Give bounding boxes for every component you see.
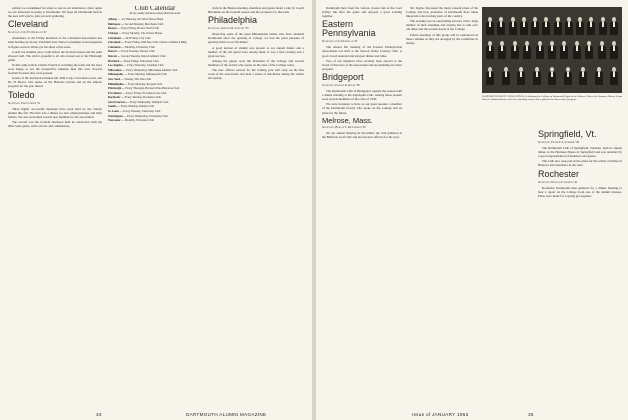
left-page [0,0,312,420]
paragraph: Future meetings of this group will be announced in these columns as they are arranged by the committee in charge. [406,32,478,45]
calendar-detail: Every Wednesday, University Club [127,113,168,118]
calendar-detail: Every Tuesday, Denver Club [121,49,155,54]
calendar-detail: Every Monday, Rainier Club [120,104,155,109]
person-figure [610,41,618,59]
photo-front-row [486,65,618,85]
calendar-city: Los Angeles — [108,63,128,68]
calendar-detail: 1st Thursday, De Witt Clinton Hotel [121,17,164,22]
group-photo [482,7,622,93]
photo-caption: DARTMOUTH NIGHT AT QUANTICO: Celebrating the College on Dartmouth Night in the Officers Club of the Quantico Marine Corps Schools. Dartmouth men who were attending courses there gathered for dinner and a program. [482,95,622,102]
section-heading-philadelphia: Philadelphia [208,15,258,26]
person-figure [531,17,539,35]
paragraph: Among the guests were the President of the College and several members of the faculty who spoke on the state of the College today. [208,58,304,67]
calendar-city: Seattle — [108,104,121,109]
paragraph: The second was the football luncheon held in connection with the Ohio State game, with a movie and commentary. [8,119,102,128]
paragraph: Two of our members have recently been elected to the board of directors of the association and are planning an active program. [322,58,402,71]
byline: Secretary, Fred Corner '51 [8,101,41,105]
right-col-2 [406,6,478,401]
section-heading-springfield: Springfield, Vt. [538,129,597,139]
right-col-3 [538,128,622,398]
calendar-city: Denver — [108,49,122,54]
person-figure [585,41,593,59]
section-heading-cleveland: Cleveland [8,19,49,30]
person-figure [554,17,562,35]
person-figure [579,67,587,85]
calendar-detail: Every Thursday, Harvard-Yale-Princeton Club [125,86,180,91]
byline: Secretary, Arthur M. Jones Jr. '35 [208,27,249,31]
left-col-3 [208,6,304,401]
calendar-detail: Every Friday, Providence Art Club [126,90,167,95]
calendar-city: Hartford — [108,58,124,63]
byline: Secretary, Elwood R. Kolbe '38 [322,83,360,87]
right-page [316,0,628,420]
person-figure [520,17,528,35]
person-figure [587,17,595,35]
club-calendar-list [108,18,202,123]
calendar-detail: Every Friday, Mid-Day Club, Union Commerce Bldg. [124,40,188,45]
calendar-city: Detroit — [108,53,122,58]
person-figure [610,67,618,85]
paragraph: Rochester Dartmouth men gathered for a dinner meeting to hear a report on the College from one of the alumni trustees. Plans were made for a spring get-together. [538,185,622,198]
intro-text: setting we condemned for plans to use in our attendance. Once again we are interested in going to Dartmouth. We hope all Dartmouth men in the area will want to join our next gathering. [8,6,102,19]
calendar-detail: Weekly, The Yale Club [124,76,152,81]
person-figure [523,41,531,59]
issue-date-footer: Issue of JANUARY 1953 [412,412,469,417]
paragraph: We were fortunate to have as our guest speaker a member of the Dartmouth faculty who spoke on the College and its plans for the future. [322,102,402,115]
paragraph: Coach Joe Gunther gave a talk before the football season and the team showed well. The club is grateful to all who turned out at the Pittsburgh game. [8,49,102,62]
calendar-city: Philadelphia — [108,81,128,86]
paragraph: Observing some of the great Philadelphia names who have attended Dartmouth since the opening of college, we had the great pleasure of greeting them at our fall dinner. [208,32,304,45]
calendar-city: Washington — [108,113,128,118]
person-figure [511,41,519,59]
paragraph: Attendance at the Friday luncheon of the Cleveland Association has been holding up nicely. President Arte Weiss is planning an investigation to figure out how Weiss got his share of the seats. [8,36,102,49]
calendar-detail: Monthly, University Club [125,44,155,49]
paragraph: In this same bunch, Charlie French is watching the team and the boys were happy to see the prospective business men this year. Several football boosters also were present. [8,62,102,76]
calendar-city: Boston — [108,26,121,31]
page-number-left: 34 [96,412,102,417]
calendar-entry [108,119,202,123]
person-figure [564,67,572,85]
byline: Secretary, Donald F. Leddick '42 [538,180,577,184]
person-figure [610,17,618,35]
calendar-detail: Every Wednesday, Olympic Club [129,99,169,104]
calendar-detail: Every Monday, The Tavern House [122,30,163,35]
person-figure [573,41,581,59]
paragraph: The evening was an outstanding success, with a large number of men attending and staying late to talk over old times and the present needs of the College. [406,19,478,32]
photo-middle-row [486,39,618,59]
section-heading-melrose: Melrose, Mass. [322,115,373,125]
calendar-detail: Every Wednesday, Milwaukee Athletic Club [126,67,178,72]
calendar-city: San Francisco — [108,99,130,104]
section-heading-eastern-pennsylvania: Eastern Pennsylvania [322,19,376,39]
magazine-title-footer: DARTMOUTH ALUMNI MAGAZINE [186,412,267,417]
club-calendar-title: Club Calendar [134,6,176,12]
left-col-1 [8,6,102,401]
paragraph: On our annual meeting in November the club gathered at the Bellevue Golf Club and elected new officers for the year. [322,131,402,140]
byline: Secretary, John W. Oderrach '47 [8,31,47,35]
paragraph: Three highly successful meetings have been held by the Toledo alumni this fall. The first was a dinner for new undergraduates and their fathers. We also welcomed several new members to the association. [8,106,102,119]
paragraph: Mr. Snyder discussed the many present plans of the College and how graduates of Dartmouth have taken important roles in many parts of the country. [406,6,478,19]
paragraph: The annual fall meeting of the Eastern Pennsylvania Association was held at the Saucon Valley Country Club. A good crowd attended and enjoyed dinner and talks. [322,45,402,58]
calendar-city: New York — [108,76,125,81]
paragraph: Dartmouth men from the various classes met at the Lord Jeffrey Inn after the game and enjoyed a good evening together. [322,6,402,19]
calendar-detail: Every Monday, Minneapolis Club [127,72,167,77]
club-calendar-note: All are weekly luncheons unless otherwise noted. [129,12,181,16]
person-figure [599,17,607,35]
byline: Secretary, Frank E. Laferriere '29 [538,141,579,144]
calendar-city: Albany — [108,17,122,22]
person-figure [576,17,584,35]
person-figure [533,67,541,85]
calendar-detail: Monthly, Worcester Club [124,118,155,123]
calendar-city: Worcester — [108,118,125,123]
person-figure [598,41,606,59]
calendar-detail: Every Thursday, Jonathan Club [127,63,164,68]
person-figure [560,41,568,59]
paragraph: A good turnout of alumni was present at our annual dinner and a number of the old guard were among them. It was a fine evening and a great success. [208,45,304,58]
person-figure [486,17,494,35]
calendar-city: Baltimore — [108,21,125,26]
calendar-detail: 2nd Friday, City Club [125,35,151,40]
person-figure [486,67,494,85]
paragraph: The Dartmouth Club of Springfield, Vermont, held its annual dinner at the Hartness House in Springfield and was attended by a good representation of members and guests. [538,146,622,159]
person-figure [498,41,506,59]
person-figure [548,41,556,59]
paragraph: The Club also took part in the plans for the winter activities in Hanover and elsewhere in the state. [538,159,622,168]
calendar-city: Providence — [108,90,127,95]
calendar-detail: Every Tuesday, University Club [123,109,161,114]
calendar-detail: Second Tuesday, Detroit Athletic Club [121,53,166,58]
calendar-detail: Every Friday, University Club [123,58,159,63]
calendar-city: Milwaukee — [108,67,126,72]
calendar-detail: Second Monday, Merchants Club [124,21,164,26]
calendar-city: Rochester — [108,95,125,100]
person-figure [565,17,573,35]
byline: Secretary, Horace C. Richardson '20 [322,126,366,130]
person-figure [502,67,510,85]
calendar-detail: Every Tuesday, Rochester Club [124,95,162,100]
paragraph: Guests at the luncheon included Mr. Kim Cady, Cleveland coach, and Dr. H. Beard, who spoke on the Hanover picture and on the athletic program for the year ahead. [8,76,102,89]
section-heading-bridgeport: Bridgeport [322,71,364,82]
person-figure [497,17,505,35]
person-figure [548,67,556,85]
person-figure [542,17,550,35]
person-figure [486,41,494,59]
calendar-detail: Every Monday, Racquet Club [127,81,163,86]
paragraph: The Dartmouth Club of Bridgeport opened the season with a dinner meeting at the Algonquin Club. Among those present were several members of the class of 1950. [322,89,402,102]
section-heading-toledo: Toledo [8,89,35,100]
person-figure [509,17,517,35]
person-figure [517,67,525,85]
calendar-city: Columbus — [108,44,126,49]
byline: Secretary, John Dreisbach '32 [322,40,358,44]
calendar-city: St. Louis — [108,109,124,114]
left-col-2 [108,6,202,401]
photo-back-row [486,15,618,35]
paragraph: clubs in the Boston meeting, members and guests heard a talk by Coach Blackman on the football season and the prospects for the team. [208,6,304,15]
page-number-right: 35 [528,412,534,417]
right-col-1 [322,6,402,401]
calendar-detail: Every Friday, Boston Yacht Club [120,26,160,31]
calendar-city: Pittsburgh — [108,86,126,91]
calendar-city: Chicago — [108,30,123,35]
person-figure [595,67,603,85]
calendar-city: Cleveland — [108,40,125,45]
calendar-city: Cincinnati — [108,35,126,40]
person-figure [536,41,544,59]
section-heading-rochester: Rochester [538,168,580,179]
calendar-city: Minneapolis — [108,72,128,77]
paragraph: The new officers elected for the coming year will carry on the fine work of the association and plan a series of luncheons during the winter and spring. [208,68,304,81]
